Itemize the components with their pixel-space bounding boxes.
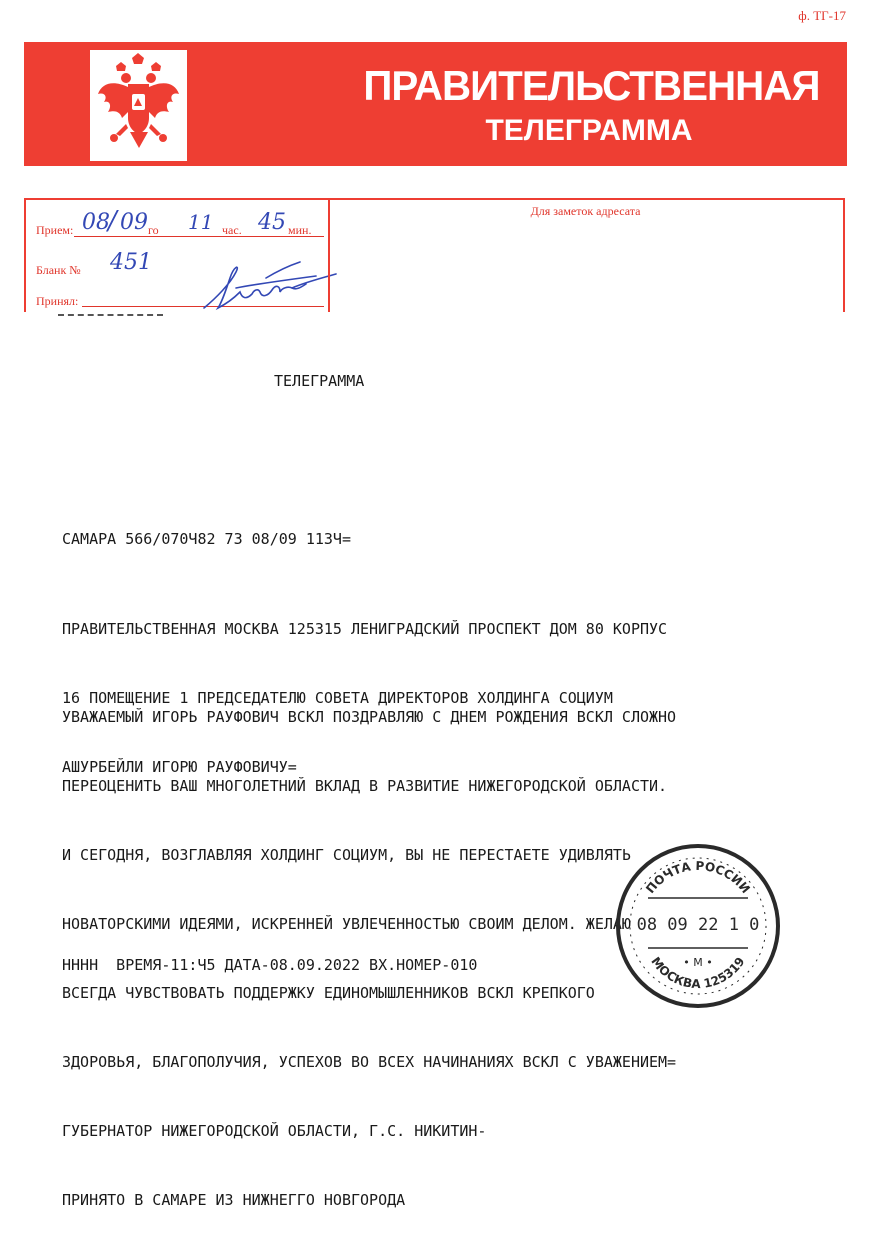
received-suffix: го bbox=[148, 223, 159, 237]
registration-box bbox=[24, 198, 845, 312]
footer-line: НННН ВРЕМЯ-11:Ч5 ДАТА-08.09.2022 ВХ.НОМЕР-010 bbox=[62, 956, 478, 974]
stamp-mark: • М • bbox=[683, 956, 713, 969]
message-line: И СЕГОДНЯ, ВОЗГЛАВЛЯЯ ХОЛДИНГ СОЦИУМ, ВЫ НЕ ПЕРЕСТАЕТЕ УДИВЛЯТЬ bbox=[62, 846, 631, 864]
message-line: ВСЕГДА ЧУВСТВОВАТЬ ПОДДЕРЖКУ ЕДИНОМЫШЛЕННИКОВ ВСКЛ КРЕПКОГО bbox=[62, 984, 595, 1002]
header-banner bbox=[24, 42, 847, 166]
message-body bbox=[62, 660, 676, 1235]
form-code: ф. ТГ-17 bbox=[798, 8, 846, 23]
minutes-label: мин. bbox=[288, 223, 312, 237]
stamp-bottom-text: МОСКВА 125319 bbox=[648, 954, 748, 992]
message-line: УВАЖАЕМЫЙ ИГОРЬ РАУФОВИЧ ВСКЛ ПОЗДРАВЛЯЮ С ДНЕМ РОЖДЕНИЯ ВСКЛ СЛОЖНО bbox=[62, 708, 677, 726]
received-hour: 11 bbox=[188, 210, 214, 234]
received-underline bbox=[74, 236, 324, 237]
message-line: ПЕРЕОЦЕНИТЬ ВАШ МНОГОЛЕТНИЙ ВКЛАД В РАЗВИТИЕ НИЖЕГОРОДСКОЙ ОБЛАСТИ. bbox=[62, 777, 668, 795]
tear-line bbox=[58, 314, 163, 316]
service-line: САМАРА 566/070Ч82 73 08/09 113Ч= bbox=[62, 530, 351, 548]
address-line: 16 ПОМЕЩЕНИЕ 1 ПРЕДСЕДАТЕЛЮ СОВЕТА ДИРЕКТОРОВ ХОЛДИНГА СОЦИУМ bbox=[62, 689, 613, 707]
notes-label: Для заметок адресата bbox=[530, 204, 641, 218]
accepted-label: Принял: bbox=[36, 294, 79, 308]
banner-subtitle: ТЕЛЕГРАММА bbox=[485, 114, 693, 147]
address-line: ПРАВИТЕЛЬСТВЕННАЯ МОСКВА 125315 ЛЕНИГРАДСКИЙ ПРОСПЕКТ ДОМ 80 КОРПУС bbox=[62, 620, 668, 638]
banner-title: ПРАВИТЕЛЬСТВЕННАЯ bbox=[363, 62, 820, 109]
received-label: Прием: bbox=[36, 223, 74, 237]
blank-label: Бланк № bbox=[36, 263, 81, 277]
message-line: ЗДОРОВЬЯ, БЛАГОПОЛУЧИЯ, УСПЕХОВ ВО ВСЕХ НАЧИНАНИЯХ ВСКЛ С УВАЖЕНИЕМ= bbox=[62, 1053, 677, 1071]
hour-label: час. bbox=[222, 223, 242, 237]
message-line: ПРИНЯТО В САМАРЕ ИЗ НИЖНЕГГО НОВГОРОДА bbox=[62, 1191, 406, 1209]
blank-number: 451 bbox=[110, 250, 152, 275]
stamp-date: 08 09 22 1 0 bbox=[636, 915, 760, 935]
registration-fields bbox=[26, 200, 328, 312]
date-slash: / bbox=[108, 206, 117, 236]
message-line: НОВАТОРСКИМИ ИДЕЯМИ, ИСКРЕННЕЙ УВЛЕЧЕННОСТЬЮ СВОИМ ДЕЛОМ. ЖЕЛАЮ bbox=[62, 915, 631, 933]
signature-icon bbox=[196, 258, 341, 314]
message-line: ГУБЕРНАТОР НИЖЕГОРОДСКОЙ ОБЛАСТИ, Г.С. НИКИТИН- bbox=[62, 1122, 487, 1140]
coat-of-arms-icon bbox=[90, 50, 187, 161]
received-minutes: 45 bbox=[258, 210, 286, 235]
telegram-heading: ТЕЛЕГРАММА bbox=[274, 372, 365, 390]
received-month: 09 bbox=[120, 210, 148, 235]
stamp-top-text: ПОЧТА РОССИИ bbox=[643, 858, 753, 897]
postal-stamp bbox=[614, 842, 782, 1010]
address-line: АШУРБЕЙЛИ ИГОРЮ РАУФОВИЧУ= bbox=[62, 758, 297, 776]
received-day: 08 bbox=[82, 210, 110, 235]
